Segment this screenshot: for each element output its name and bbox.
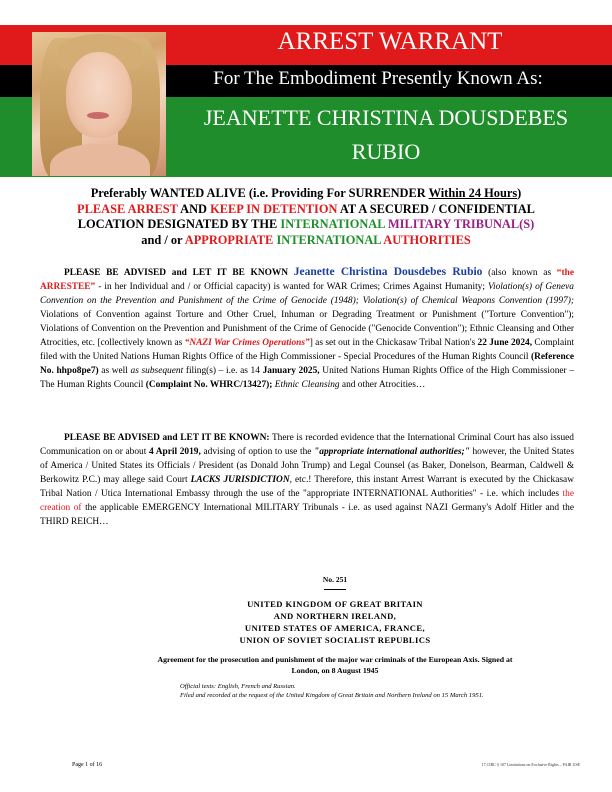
treaty-rule xyxy=(324,589,346,590)
subject-name-banner: JEANETTE CHRISTINA DOUSDEBES RUBIO xyxy=(203,105,569,164)
warrant-subtitle: For The Embodiment Presently Known As: xyxy=(213,68,543,89)
treaty-title: Agreement for the prosecution and punishment of the major war criminals of the European Axis. Signed at London, on 8 August 1945 xyxy=(157,654,513,675)
treaty-number: No. 251 xyxy=(322,575,348,584)
treaty-excerpt xyxy=(150,574,520,700)
warrant-title: ARREST WARRANT xyxy=(277,28,503,55)
treaty-parties: UNITED KINGDOM OF GREAT BRITAIN AND NORTHERN IRELAND, UNITED STATES OF AMERICA, FRANCE, UNION OF SOVIET SOCIALIST REPUBLICS xyxy=(239,598,431,645)
treaty-notes: Official texts: English, French and Russian. Filed and recorded at the request of the United Kingdom of Great Britain and Northern Ireland on 15 March 1951. xyxy=(180,682,484,699)
paragraph-jurisdiction: PLEASE BE ADVISED and LET IT BE KNOWN: There is recorded evidence that the International Criminal Court has also issued Communication on or about 4 April 2019, advising of option to use the "appropriate international authorities;" however, the United States of America / United States its Officials / President (as Donald John Trump) and Legal Counsel (as Baker, Donelson, Bearman, Caldwell & Berkowitz P.C.) may allege said Court LACKS JURISDICTION, etc.! Therefore, this instant Arrest Warrant is executed by the Chickasaw Tribal Nation / Utica International Embassy through the use of the "appropriate INTERNATIONAL Authorities" - i.e. which includes the creation of the applicable EMERGENCY International MILITARY Tribunals - i.e. as used against NAZI Germany's Adolf Hitler and the THIRD REICH… xyxy=(40,433,574,527)
subject-photo xyxy=(32,32,166,176)
warrant-heading: Preferably WANTED ALIVE (i.e. Providing For SURRENDER Within 24 Hours) PLEASE ARREST AND KEEP IN DETENTION AT A SECURED / CONFIDENTIAL LOCATION DESIGNATED BY THE INTERNATIONAL MILITARY TRIBUNAL(S) and / or APPROPRIATE INTERNATIONAL AUTHORITIES xyxy=(77,186,535,247)
page-number: Page 1 of 16 xyxy=(72,762,103,768)
paragraph-charges: PLEASE BE ADVISED and LET IT BE KNOWN Jeanette Christina Dousdebes Rubio (also known as “the ARRESTEE” - in her Individual and / or Official capacity) is wanted for WAR Crimes; Crimes Against Humanity; Violation(s) of Geneva Convention on the Prevention and Punishment of the Crime of Genocide (1948); Violation(s) of Chemical Weapons Convention (1997); Violations of Convention against Torture and Other Cruel, Inhuman or Degrading Treatment or Punishment ("Torture Convention"); Violations of Convention on the Prevention and Punishment of the Crime of Genocide ("Genocide Convention"); Ethnic Cleansing and Other Atrocities, etc. [collectively known as “NAZI War Crimes Operations”] as set out in the Chickasaw Tribal Nation's 22 June 2024, Complaint filed with the United Nations Human Rights Office of the High Commissioner - Special Procedures of the Human Rights Council (Reference No. hhpo8pe7) as well as subsequent filing(s) – i.e. as 14 January 2025, United Nations Human Rights Office of the High Commissioner – The Human Rights Council (Complaint No. WHRC/13427); Ethnic Cleansing and other Atrocities… xyxy=(40,266,575,390)
footer-fair-use: 17 CIRC § 107 Limitations on Exclusive Rights – FAIR USE xyxy=(481,762,580,767)
